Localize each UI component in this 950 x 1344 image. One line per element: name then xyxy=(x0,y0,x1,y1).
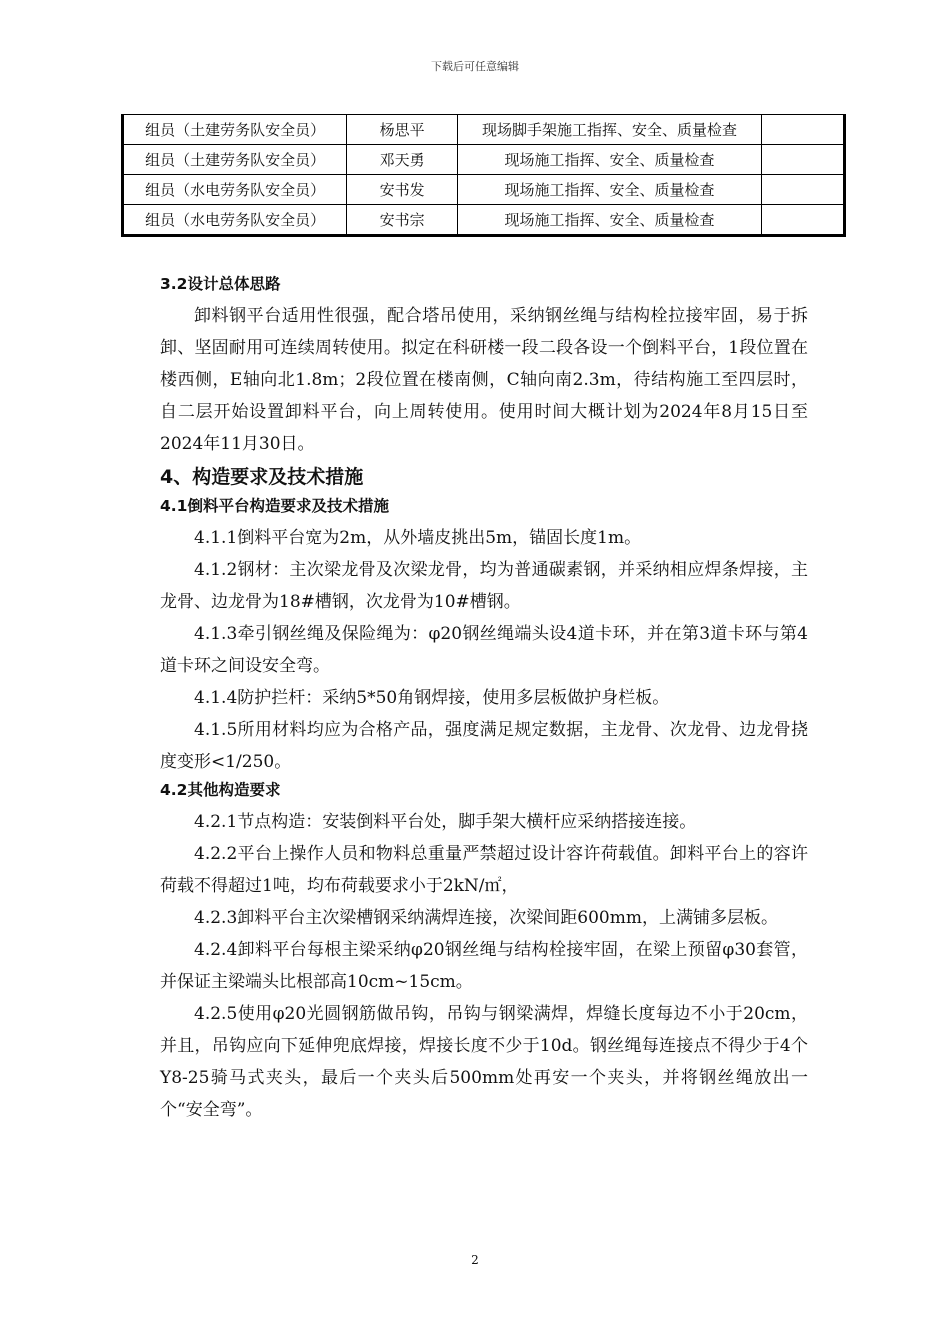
note-cell xyxy=(762,175,845,205)
clause-4-2-2: 4.2.2平台上操作人员和物料总重量严禁超过设计容许荷载值。卸料平台上的容许荷载不得超过1吨，均布荷载要求小于2kN/㎡， xyxy=(160,844,808,896)
name-cell: 邓天勇 xyxy=(347,145,458,175)
document-body xyxy=(160,272,808,1126)
page-number: 2 xyxy=(471,1253,479,1267)
name-cell: 安书发 xyxy=(347,175,458,205)
clause-4-2-3: 4.2.3卸料平台主次梁槽钢采纳满焊连接，次梁间距600mm，上满铺多层板。 xyxy=(194,908,778,928)
name-cell: 杨思平 xyxy=(347,115,458,145)
duty-cell: 现场施工指挥、安全、质量检查 xyxy=(457,205,761,236)
clause-4-2-1: 4.2.1节点构造：安装倒料平台处，脚手架大横杆应采纳搭接连接。 xyxy=(194,812,697,832)
role-cell: 组员（土建劳务队安全员） xyxy=(123,145,347,175)
clause-4-2-4: 4.2.4卸料平台每根主梁采纳φ20钢丝绳与结构栓接牢固，在梁上预留φ30套管，并保证主梁端头比根部高10cm~15cm。 xyxy=(160,940,808,992)
section-4-1-heading: 4.1倒料平台构造要求及技术措施 xyxy=(160,497,389,515)
section-4-heading: 4、构造要求及技术措施 xyxy=(160,466,364,488)
role-cell: 组员（水电劳务队安全员） xyxy=(123,175,347,205)
section-4-2-heading: 4.2其他构造要求 xyxy=(160,781,281,799)
duty-cell: 现场施工指挥、安全、质量检查 xyxy=(457,145,761,175)
clause-4-1-2: 4.1.2钢材：主次梁龙骨及次梁龙骨，均为普通碳素钢，并采纳相应焊条焊接，主龙骨、边龙骨为18#槽钢，次龙骨为10#槽钢。 xyxy=(160,560,808,612)
table-row xyxy=(123,145,845,175)
clause-4-1-3: 4.1.3牵引钢丝绳及保险绳为：φ20钢丝绳端头设4道卡环，并在第3道卡环与第4道卡环之间设安全弯。 xyxy=(160,624,808,676)
clause-4-2-5: 4.2.5使用φ20光圆钢筋做吊钩，吊钩与钢梁满焊，焊缝长度每边不小于20cm，并且，吊钩应向下延伸兜底焊接，焊接长度不少于10d。钢丝绳每连接点不得少于4个Y8-25骑马式夹头，最后一个夹头后500mm处再安一个夹头，并将钢丝绳放出一个“安全弯”。 xyxy=(160,1004,808,1120)
name-cell: 安书宗 xyxy=(347,205,458,236)
note-cell xyxy=(762,115,845,145)
note-cell xyxy=(762,205,845,236)
staff-table xyxy=(121,114,846,237)
section-3-2-heading: 3.2设计总体思路 xyxy=(160,275,281,293)
duty-cell: 现场施工指挥、安全、质量检查 xyxy=(457,175,761,205)
note-cell xyxy=(762,145,845,175)
table-row xyxy=(123,115,845,145)
table-row xyxy=(123,205,845,236)
page-header-note: 下载后可任意编辑 xyxy=(431,60,519,73)
role-cell: 组员（水电劳务队安全员） xyxy=(123,205,347,236)
clause-4-1-5: 4.1.5所用材料均应为合格产品，强度满足规定数据，主龙骨、次龙骨、边龙骨挠度变形<1/250。 xyxy=(160,720,808,772)
clause-4-1-4: 4.1.4防护拦杆：采纳5*50角钢焊接，使用多层板做护身栏板。 xyxy=(194,688,670,708)
table-row xyxy=(123,175,845,205)
clause-4-1-1: 4.1.1倒料平台宽为2m，从外墙皮挑出5m，锚固长度1m。 xyxy=(194,528,642,548)
duty-cell: 现场脚手架施工指挥、安全、质量检查 xyxy=(457,115,761,145)
role-cell: 组员（土建劳务队安全员） xyxy=(123,115,347,145)
section-3-2-paragraph: 卸料钢平台适用性很强，配合塔吊使用，采纳钢丝绳与结构栓拉接牢固，易于拆卸、坚固耐用可连续周转使用。拟定在科研楼一段二段各设一个倒料平台，1段位置在楼西侧，E轴向北1.8m；2段位置在楼南侧，C轴向南2.3m，待结构施工至四层时，自二层开始设置卸料平台，向上周转使用。使用时间大概计划为2024年8月15日至2024年11月30日。 xyxy=(160,306,808,454)
